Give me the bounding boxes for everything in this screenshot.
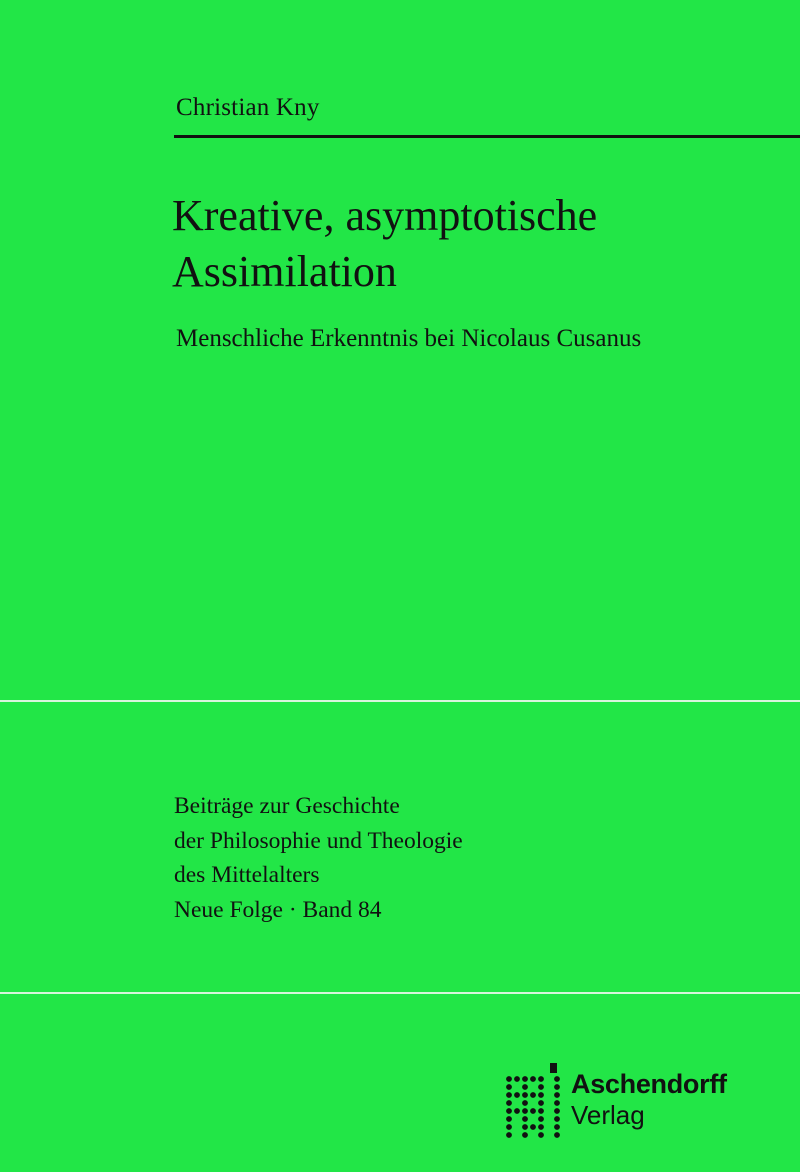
series-line-4: Neue Folge · Band 84 [174, 896, 382, 923]
bottom-divider [0, 992, 800, 994]
title-line-2: Assimilation [172, 247, 397, 296]
title-line-1: Kreative, asymptotische [172, 191, 598, 240]
publisher-subname: Verlag [571, 1100, 645, 1130]
series-line-1: Beiträge zur Geschichte [174, 793, 400, 819]
book-title [172, 188, 597, 300]
series-line-3: des Mittelalters [174, 862, 320, 888]
book-subtitle: Menschliche Erkenntnis bei Nicolaus Cusanus [176, 325, 642, 352]
series-info [174, 789, 463, 927]
dot-grid-logo-icon [505, 1063, 565, 1141]
top-rule [174, 135, 800, 138]
series-line-2: der Philosophie und Theologie [174, 827, 463, 854]
author-name: Christian Kny [176, 94, 320, 121]
publisher-name: Aschendorff [571, 1069, 727, 1099]
publisher-logo [505, 1063, 745, 1143]
middle-divider [0, 700, 800, 702]
